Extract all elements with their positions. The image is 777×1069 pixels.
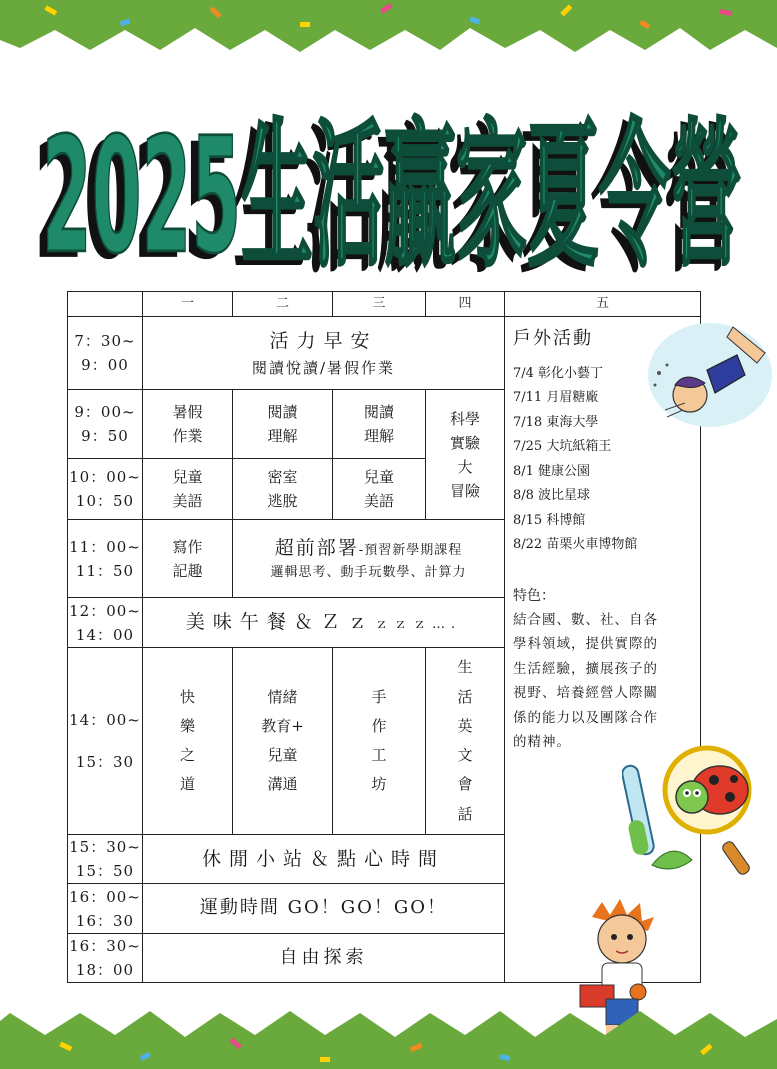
- time-start: 12：00~: [69, 601, 141, 620]
- feature-line: 結合國、數、社、自各: [513, 611, 658, 628]
- vertical-char: 之: [179, 746, 195, 764]
- class-cell: [333, 459, 426, 520]
- header-time: [68, 292, 143, 317]
- class-line: 溝通: [267, 775, 298, 794]
- vertical-char: 坊: [371, 775, 387, 794]
- time-cell: [68, 317, 143, 390]
- activity-subtitle: 閱讀悅讀/暑假作業: [251, 359, 396, 378]
- vertical-char: 手: [371, 687, 387, 706]
- class-label: 閱讀: [267, 403, 298, 421]
- class-cell: [143, 390, 233, 459]
- time-start: 16：30~: [69, 937, 141, 955]
- activity-suffix: -預習新學期課程: [358, 542, 463, 558]
- time-start: 10：00~: [69, 468, 141, 486]
- class-line: 情緒: [267, 687, 298, 706]
- vertical-char: 道: [179, 775, 195, 794]
- preview-cell: [233, 520, 505, 598]
- class-cell: [333, 648, 426, 835]
- time-start: 15：30~: [69, 838, 141, 856]
- feature-line: 視野、培養經營人際關: [513, 685, 658, 702]
- class-label-vertical: [233, 683, 332, 800]
- vertical-char: 作: [371, 716, 387, 735]
- time-end: 9：50: [81, 427, 129, 445]
- table-row: [68, 317, 701, 390]
- activity-title: 美味午餐＆Ｚｚ: [185, 611, 375, 634]
- class-label: 美語: [172, 492, 203, 510]
- title-shadow: 2025生活贏家夏令營: [34, 110, 734, 290]
- bottom-border-decoration: [0, 999, 777, 1069]
- trip-item: 7/25 大坑紙箱王: [513, 439, 612, 455]
- vertical-char: 會: [457, 775, 473, 794]
- friday-title: 戶外活動: [513, 328, 593, 349]
- trip-item: 8/1 健康公園: [513, 463, 591, 479]
- time-end: 15：30: [75, 753, 135, 771]
- time-end: 9：00: [81, 356, 129, 374]
- page-title: 2025生活贏家夏令營: [42, 104, 742, 290]
- class-label-vertical: [179, 683, 197, 800]
- time-cell: [68, 835, 143, 884]
- class-cell: [143, 648, 233, 835]
- class-label: 大: [457, 457, 473, 476]
- class-cell: [143, 459, 233, 520]
- class-line: 兒童: [267, 746, 298, 764]
- time-cell: [68, 459, 143, 520]
- time-end: 11：50: [75, 561, 135, 580]
- vertical-char: 英: [457, 716, 473, 735]
- class-label: 理解: [363, 427, 394, 445]
- time-end: 14：00: [75, 625, 135, 644]
- class-label: 作業: [172, 427, 203, 445]
- class-label: 兒童: [172, 468, 203, 486]
- header-thu: 四: [426, 292, 505, 317]
- time-start: 11：00~: [69, 537, 141, 556]
- time-end: 10：50: [75, 492, 135, 510]
- trip-item: 7/11 月眉糖廠: [513, 390, 599, 406]
- sport-cell: [143, 884, 505, 934]
- time-end: 18：00: [75, 961, 135, 979]
- time-start: 16：00~: [69, 887, 141, 906]
- time-start: 9：00~: [74, 403, 136, 421]
- feature-line: 學科領域，提供實際的: [513, 636, 658, 653]
- time-cell: [68, 934, 143, 983]
- time-end: 15：50: [75, 862, 135, 880]
- header-row: [68, 292, 701, 317]
- class-label: 暑假: [172, 403, 203, 421]
- time-cell: [68, 520, 143, 598]
- header-wed: 三: [333, 292, 426, 317]
- trip-item: 8/8 波比星球: [513, 488, 591, 504]
- header-tue: 二: [233, 292, 333, 317]
- class-cell: [233, 390, 333, 459]
- diving-boy-illustration: [645, 315, 775, 430]
- trip-item: 7/4 彰化小藝丁: [513, 365, 604, 381]
- science-bug-illustration: [622, 735, 757, 885]
- title-graphic: [20, 70, 760, 290]
- feature-line: 生活經驗，擴展孩子的: [513, 660, 658, 677]
- class-cell: [233, 648, 333, 835]
- class-cell: [333, 390, 426, 459]
- activity-title: 超前部署: [274, 536, 359, 559]
- feature-line: 的精神。: [513, 734, 571, 751]
- class-label: 理解: [267, 427, 298, 445]
- time-cell: [68, 598, 143, 648]
- class-label: 逃脫: [267, 492, 298, 510]
- activity-subtitle: 邏輯思考、動手玩數學、計算力: [270, 565, 467, 581]
- time-cell: [68, 390, 143, 459]
- vertical-char: 活: [457, 687, 473, 706]
- class-label: 密室: [267, 468, 298, 486]
- class-label: 兒童: [363, 468, 394, 486]
- header-fri: 五: [505, 292, 701, 317]
- time-start: 14：00~: [69, 711, 141, 729]
- class-label: 科學: [449, 409, 480, 428]
- trip-item: 7/18 東海大學: [513, 414, 599, 430]
- class-cell: [233, 459, 333, 520]
- class-label: 美語: [363, 492, 394, 510]
- class-label-vertical: [456, 653, 474, 829]
- feature-label: 特色：: [513, 587, 555, 604]
- feature-text: [513, 608, 694, 755]
- vertical-char: 話: [457, 804, 473, 823]
- lunch-cell: [143, 598, 505, 648]
- vertical-char: 文: [457, 746, 473, 764]
- class-label-vertical: [370, 683, 388, 800]
- vertical-char: 快: [179, 687, 195, 706]
- header-mon: 一: [143, 292, 233, 317]
- time-end: 16：30: [75, 911, 135, 930]
- time-start: 7：30~: [74, 332, 136, 350]
- science-cell: [426, 390, 505, 520]
- class-label: 實驗: [449, 433, 480, 452]
- morning-cell: [143, 317, 505, 390]
- activity-title: 休閒小站＆點心時間: [201, 847, 445, 870]
- class-line: 教育+: [261, 716, 304, 735]
- activity-title: 運動時間 GO！GO！GO！: [199, 897, 448, 919]
- vertical-char: 生: [457, 658, 473, 677]
- trip-item: 8/22 苗栗火車博物館: [513, 537, 638, 553]
- vertical-char: 樂: [179, 716, 195, 735]
- snack-cell: [143, 835, 505, 884]
- free-cell: [143, 934, 505, 983]
- class-label: 冒險: [449, 481, 480, 500]
- class-label: 記趣: [172, 561, 203, 580]
- zz-text: ｚｚｚ….: [374, 617, 462, 633]
- title-banner: [20, 70, 760, 290]
- activity-title: 活力早安: [269, 329, 378, 352]
- top-border-decoration: [0, 0, 777, 60]
- class-label: 閱讀: [363, 403, 394, 421]
- activity-title: 自由探索: [279, 946, 368, 968]
- class-cell: [143, 520, 233, 598]
- time-cell: [68, 884, 143, 934]
- class-label: 寫作: [172, 537, 203, 556]
- vertical-char: 工: [371, 746, 387, 764]
- schedule-table: [67, 291, 701, 983]
- feature-line: 係的能力以及團隊合作: [513, 709, 658, 726]
- trip-item: 8/15 科博館: [513, 512, 586, 528]
- time-cell: [68, 648, 143, 835]
- class-cell: [426, 648, 505, 835]
